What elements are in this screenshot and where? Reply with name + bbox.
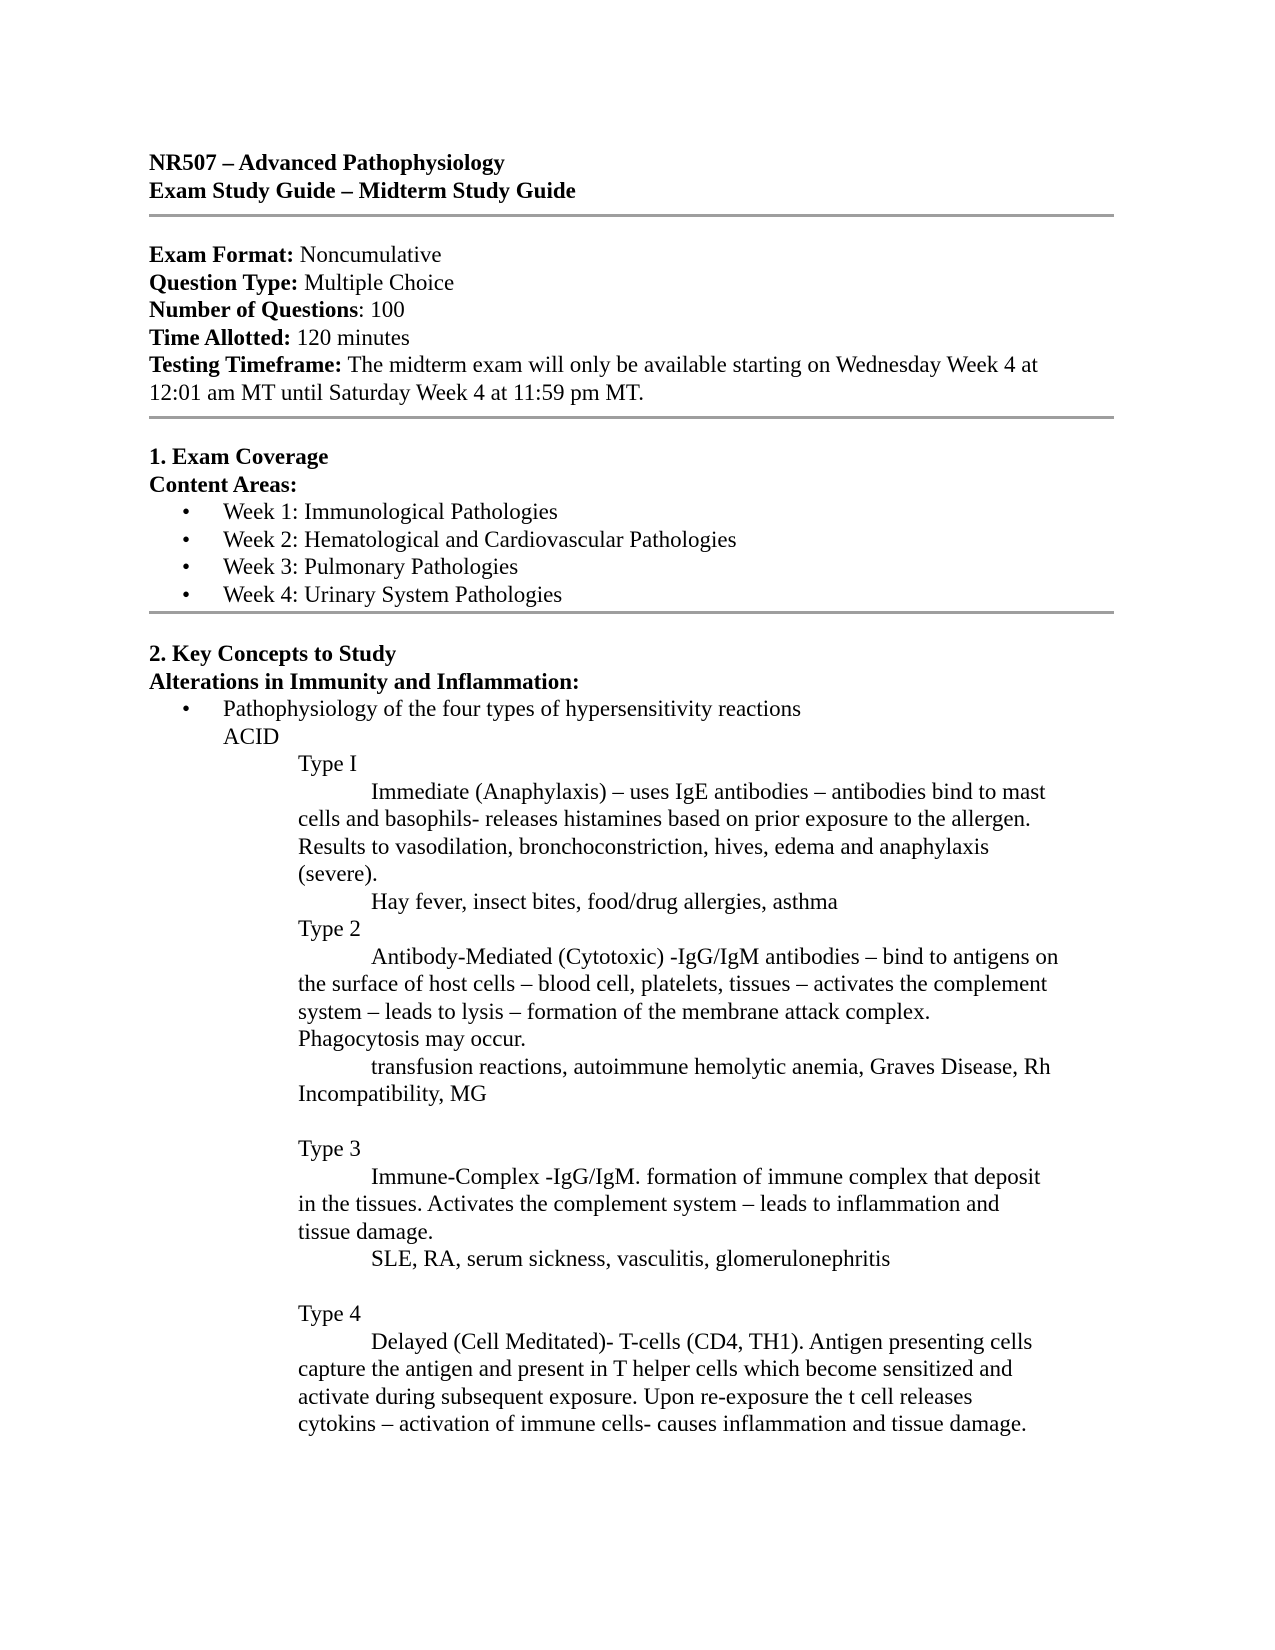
type-description: Phagocytosis may occur. <box>298 1026 527 1051</box>
bullet-icon: • <box>182 581 191 607</box>
list-item: • Pathophysiology of the four types of hypersensitivity reactions <box>182 696 802 721</box>
type-description: the surface of host cells – blood cell, platelets, tissues – activates the complement <box>298 971 1048 996</box>
section-heading-coverage: 1. Exam Coverage <box>149 444 329 469</box>
course-title: NR507 – Advanced Pathophysiology <box>149 150 505 175</box>
key-concepts-list <box>149 695 1114 723</box>
type-description: activate during subsequent exposure. Upon re-exposure the t cell releases <box>298 1383 973 1409</box>
bullet-icon: • <box>182 696 191 721</box>
type-label: Type 4 <box>298 1301 361 1326</box>
section-heading-key-concepts: 2. Key Concepts to Study <box>149 641 397 666</box>
list-item: • Week 3: Pulmonary Pathologies <box>182 554 519 579</box>
type-examples: Hay fever, insect bites, food/drug allergies, asthma <box>371 888 838 914</box>
document-content <box>149 149 1114 1438</box>
type-description: (severe). <box>298 861 378 886</box>
time-allotted: Time Allotted: 120 minutes <box>149 324 410 350</box>
list-item: • Week 2: Hematological and Cardiovascular Pathologies <box>182 526 737 552</box>
type-description: capture the antigen and present in T helper cells which become sensitized and <box>298 1356 1013 1381</box>
question-type: Question Type: Multiple Choice <box>149 269 455 295</box>
type-label: Type 2 <box>298 916 361 941</box>
type-examples: transfusion reactions, autoimmune hemolytic anemia, Graves Disease, Rh <box>371 1053 1051 1079</box>
type-description: Results to vasodilation, bronchoconstriction, hives, edema and anaphylaxis <box>298 833 990 859</box>
list-item: • Week 1: Immunological Pathologies <box>182 499 558 524</box>
type-description: cytokins – activation of immune cells- causes inflammation and tissue damage. <box>298 1411 1027 1436</box>
testing-timeframe-continued: 12:01 am MT until Saturday Week 4 at 11:59 pm MT. <box>149 379 644 405</box>
list-item: • Week 4: Urinary System Pathologies <box>182 581 563 607</box>
guide-title: Exam Study Guide – Midterm Study Guide <box>149 177 576 203</box>
type-description: system – leads to lysis – formation of the membrane attack complex. <box>298 998 931 1024</box>
type-description: cells and basophils- releases histamines based on prior exposure to the allergen. <box>298 806 1031 831</box>
type-description: Delayed (Cell Meditated)- T-cells (CD4, TH1). Antigen presenting cells <box>371 1328 1033 1354</box>
content-areas-heading: Content Areas: <box>149 471 298 497</box>
type-examples: Incompatibility, MG <box>298 1081 487 1106</box>
exam-format: Exam Format: Noncumulative <box>149 242 442 267</box>
content-areas-list <box>149 498 1114 608</box>
number-of-questions: Number of Questions: 100 <box>149 297 405 322</box>
type-description: Immediate (Anaphylaxis) – uses IgE antibodies – antibodies bind to mast <box>371 778 1046 804</box>
type-description: tissue damage. <box>298 1218 434 1244</box>
bullet-icon: • <box>182 526 191 552</box>
type-label: Type 3 <box>298 1136 361 1161</box>
bullet-icon: • <box>182 499 191 524</box>
type-description: Antibody-Mediated (Cytotoxic) -IgG/IgM antibodies – bind to antigens on <box>371 943 1059 969</box>
mnemonic: ACID <box>223 723 280 749</box>
type-description: in the tissues. Activates the complement system – leads to inflammation and <box>298 1191 1000 1216</box>
type-examples: SLE, RA, serum sickness, vasculitis, glomerulonephritis <box>371 1246 891 1271</box>
type-description: Immune-Complex -IgG/IgM. formation of immune complex that deposit <box>371 1163 1041 1189</box>
immunity-heading: Alterations in Immunity and Inflammation: <box>149 668 580 694</box>
bullet-icon: • <box>182 554 191 579</box>
testing-timeframe: Testing Timeframe: The midterm exam will only be available starting on Wednesday Week 4 at <box>149 352 1038 377</box>
type-label: Type I <box>298 751 358 776</box>
